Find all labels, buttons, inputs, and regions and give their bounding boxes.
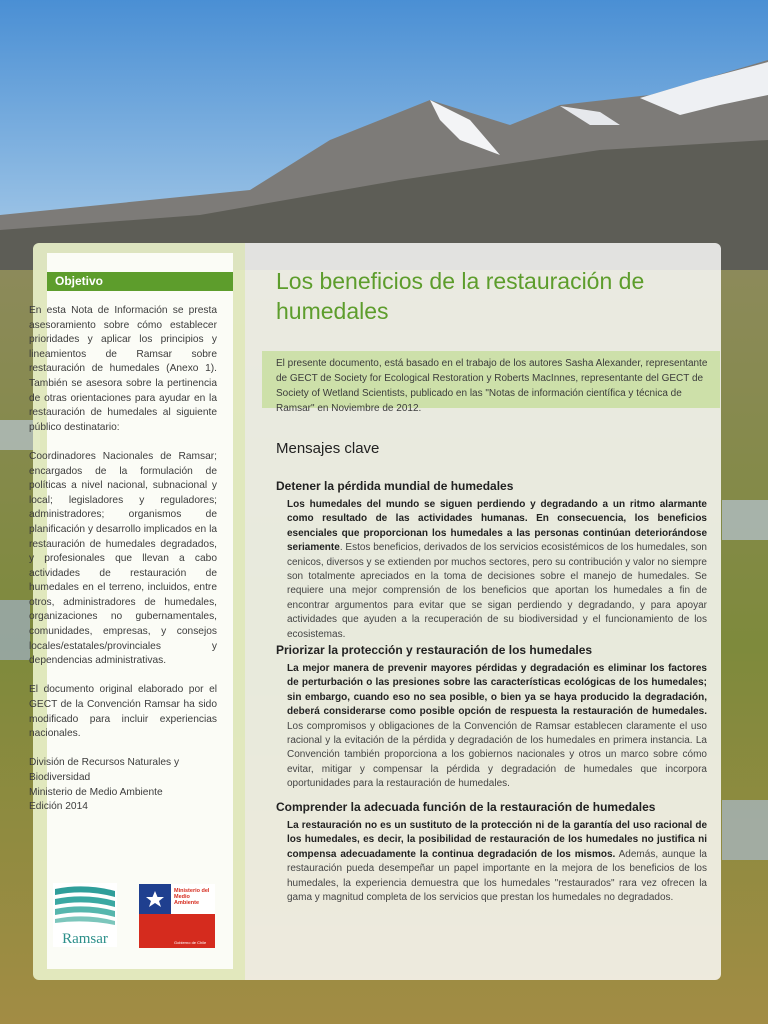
credit-line: Edición 2014	[29, 801, 88, 813]
ramsar-logo	[53, 883, 117, 947]
message-heading: Priorizar la protección y restauración de los humedales	[276, 643, 593, 657]
credits	[29, 756, 217, 814]
message-heading: Detener la pérdida mundial de humedales	[276, 479, 514, 493]
message-text: . Estos beneficios, derivados de los servicios ecosistémicos de los humedales, son cenicos, diversos y se extienden por muchos sectores, pero su contribución y valor no siempre son totalmente apreciados en la toma de decisiones sobre el manejo de humedales. Se requiere una mejor comprensión de los beneficios que aportan los humedales a fin de encontrar argumentos para evitar que se sigan perdiendo y degradando, y para apoyar actividades que ayuden a la recuperación de su biodiversidad y el funcionamiento de los ecosistemas.	[287, 542, 707, 640]
credit-line: Ministerio de Medio Ambiente	[29, 786, 163, 798]
objetivo-header	[47, 272, 233, 291]
message-paragraph	[287, 662, 707, 792]
sidebar-text	[29, 304, 217, 815]
ministerio-text-2: Medio	[174, 894, 190, 900]
title-line: Los beneficios de la restauración de	[276, 268, 645, 294]
ramsar-logo-text: Ramsar	[62, 931, 108, 947]
credit-line: División de Recursos Naturales y Biodiversidad	[29, 757, 180, 783]
message-heading: Comprender la adecuada función de la restauración de humedales	[276, 800, 656, 814]
message-paragraph	[287, 819, 707, 905]
page-title	[276, 266, 706, 326]
intro-text: El presente documento, está basado en el trabajo de los autores Sasha Alexander, representante de GECT de Society for Ecological Restoration y Roberts MacInnes, representante del GECT de Society of Wetland Scientists, publicado en las "Notas de información científica y técnica de Ramsar" en Noviembre de 2012.	[276, 358, 708, 414]
sidebar-paragraph: El documento original elaborado por el GECT de la Convención Ramsar ha sido modificado para incluir experiencias nacionales.	[29, 684, 217, 740]
section-title: Mensajes clave	[276, 440, 380, 457]
message-paragraph	[287, 498, 707, 642]
ministerio-logo	[139, 884, 215, 948]
title-line: humedales	[276, 298, 389, 324]
ministerio-text-3: Ambiente	[174, 900, 200, 906]
ministerio-text-1: Ministerio del	[174, 888, 210, 894]
objetivo-label: Objetivo	[55, 274, 104, 288]
gobierno-text: Gobierno de Chile	[174, 940, 207, 945]
message-text: Los compromisos y obligaciones de la Convención de Ramsar establecen claramente el uso racional y la evitación de la pérdida y degradación de los humedales en primera instancia. La Convención también proporciona a los gobiernos nacionales y otros un marco sobre cómo evitar, mitigar y compensar la pérdida y degradación de humedales que incorpora oportunidades para la restauración de humedales.	[287, 720, 707, 790]
message-bold: La mejor manera de prevenir mayores pérdidas y degradación es eliminar los factores de perturbación o las presiones sobre las características ecológicas de los humedales; sin embargo, cuando eso no sea posible, o bien ya se haya producido la degradación, deberá considerarse como posible opción de respuesta la restauración de humedales.	[287, 663, 707, 718]
message-text: Además, aunque la restauración pueda desempeñar un papel importante en la mejora de los beneficios de los humedales, la experiencia demuestra que los humedales "restaurados" rara vez ofrecen la gama y magnitud completa de los servicios que prestan los humedales no degradados.	[287, 848, 707, 904]
message-bold: La restauración no es un sustituto de la protección ni de la garantía del uso racional de los humedales, es decir, la posibilidad de restauración de los humedales no justifica ni compensa adecuadamente la continua degradación de los mismos.	[287, 820, 707, 860]
sidebar-paragraph: Coordinadores Nacionales de Ramsar; encargados de la formulación de políticas a nivel nacional, subnacional y local; legisladores y reguladores; administradores; organismos de planificación y desarrollo implicados en la restauración de humedales degradados, y profesionales que llevan a cabo actividades de restauración de humedales en el terreno, incluidos, entre otros, administradores de humedales, organizaciones no gubernamentales, comunidades, empresas, y consejos locales/estatales/provinciales y dependencias administrativas.	[29, 450, 217, 667]
sidebar-paragraph: En esta Nota de Información se presta asesoramiento sobre cómo establecer prioridades y aplicar los principios y lineamientos de Ramsar sobre restauración de humedales (Anexo 1). También se asesora sobre la pertinencia de otras orientaciones para ayudar en la restauración de humedales al siguiente público destinatario:	[29, 305, 217, 433]
message-bold: Los humedales del mundo se siguen perdiendo y degradando a un ritmo alarmante como resultado de las actividades humanas. En consecuencia, los beneficios esenciales que proporcionan los humedales a las personas continúan deteriorándose seriamente	[287, 499, 707, 554]
